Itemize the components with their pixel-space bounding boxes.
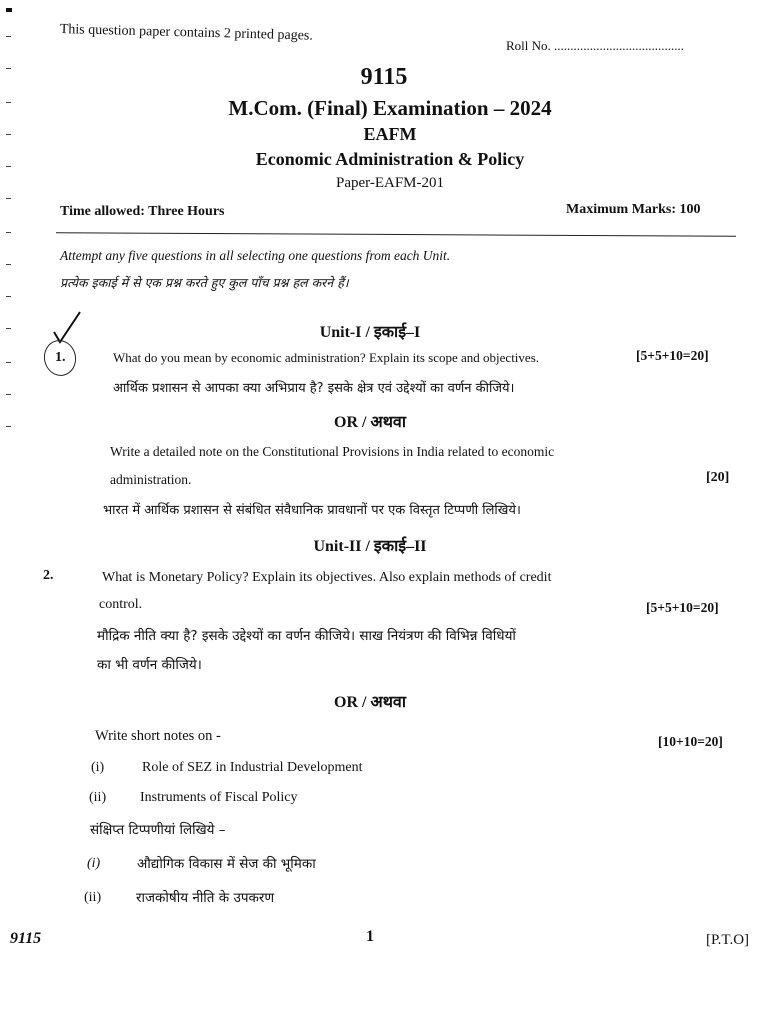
question-2-number: 2. bbox=[43, 568, 54, 583]
subject-title: Economic Administration & Policy bbox=[255, 149, 525, 169]
question-2-hindi-line2: का भी वर्णन कीजिये। bbox=[97, 657, 202, 673]
unit-2-heading: Unit-II / इकाई–II bbox=[313, 538, 427, 555]
question-1-alt-hindi: भारत में आर्थिक प्रशासन से संबंधित संवैधानिक प्रावधानों पर एक विस्तृत टिप्पणी लिखिये। bbox=[103, 503, 521, 518]
short-note-2-label: (ii) bbox=[89, 790, 107, 805]
question-1-number: 1. bbox=[55, 350, 66, 365]
short-note-2-hindi-text: राजकोषीय नीति के उपकरण bbox=[136, 890, 275, 906]
question-2-marks: [5+5+10=20] bbox=[646, 600, 719, 615]
short-note-1-text: Role of SEZ in Industrial Development bbox=[142, 760, 363, 775]
short-note-1-hindi-text: औद्योगिक विकास में सेज की भूमिका bbox=[137, 856, 316, 872]
footer-paper-code: 9115 bbox=[10, 930, 42, 947]
unit-1-heading: Unit-I / इकाई–I bbox=[319, 324, 421, 341]
subject-code: EAFM bbox=[363, 124, 417, 144]
question-1-english: What do you mean by economic administration? Explain its scope and objectives. bbox=[113, 350, 539, 365]
question-1-alt-english-line2: administration. bbox=[110, 472, 192, 487]
printed-pages-note: This question paper contains 2 printed pages. bbox=[59, 22, 314, 44]
question-2-english-line2: control. bbox=[99, 597, 143, 612]
page-number: 1 bbox=[366, 928, 374, 945]
question-2-hindi-line1: मौद्रिक नीति क्या है? इसके उद्देश्यों का वर्णन कीजिये। साख नियंत्रण की विभिन्न विधियों bbox=[97, 628, 516, 644]
maximum-marks: Maximum Marks: 100 bbox=[566, 202, 701, 217]
question-2-english-line1: What is Monetary Policy? Explain its objectives. Also explain methods of credit bbox=[102, 570, 552, 585]
header-divider bbox=[56, 232, 736, 237]
unit-2-or-divider: OR / अथवा bbox=[334, 694, 406, 711]
question-1-alt-marks: [20] bbox=[706, 470, 730, 485]
question-1-marks: [5+5+10=20] bbox=[636, 348, 709, 363]
paper-code: 9115 bbox=[360, 64, 408, 90]
instruction-hindi: प्रत्येक इकाई में से एक प्रश्न करते हुए कुल पाँच प्रश्न हल करने हैं। bbox=[60, 275, 349, 290]
short-notes-marks: [10+10=20] bbox=[658, 734, 723, 749]
short-notes-heading: Write short notes on - bbox=[95, 728, 221, 744]
question-1-alt-english-line1: Write a detailed note on the Constitutional Provisions in India related to economic bbox=[110, 444, 555, 459]
short-notes-heading-hindi: संक्षिप्त टिप्पणीयां लिखिये – bbox=[90, 822, 226, 838]
short-note-1-label: (i) bbox=[91, 760, 105, 775]
time-allowed: Time allowed: Three Hours bbox=[60, 204, 225, 219]
short-note-1-hindi-label: (i) bbox=[87, 856, 101, 871]
exam-title: M.Com. (Final) Examination – 2024 bbox=[228, 96, 552, 120]
roll-number-field: Roll No. ........................................ bbox=[506, 38, 685, 53]
instruction-english: Attempt any five questions in all selecting one questions from each Unit. bbox=[60, 248, 451, 263]
please-turn-over: [P.T.O] bbox=[706, 932, 750, 948]
short-note-2-hindi-label: (ii) bbox=[84, 890, 102, 905]
unit-1-or-divider: OR / अथवा bbox=[334, 414, 406, 431]
question-1-hindi: आर्थिक प्रशासन से आपका क्या अभिप्राय है? इसके क्षेत्र एवं उद्देश्यों का वर्णन कीजिये। bbox=[113, 381, 515, 396]
paper-number: Paper-EAFM-201 bbox=[335, 175, 445, 191]
short-note-2-text: Instruments of Fiscal Policy bbox=[140, 790, 298, 805]
